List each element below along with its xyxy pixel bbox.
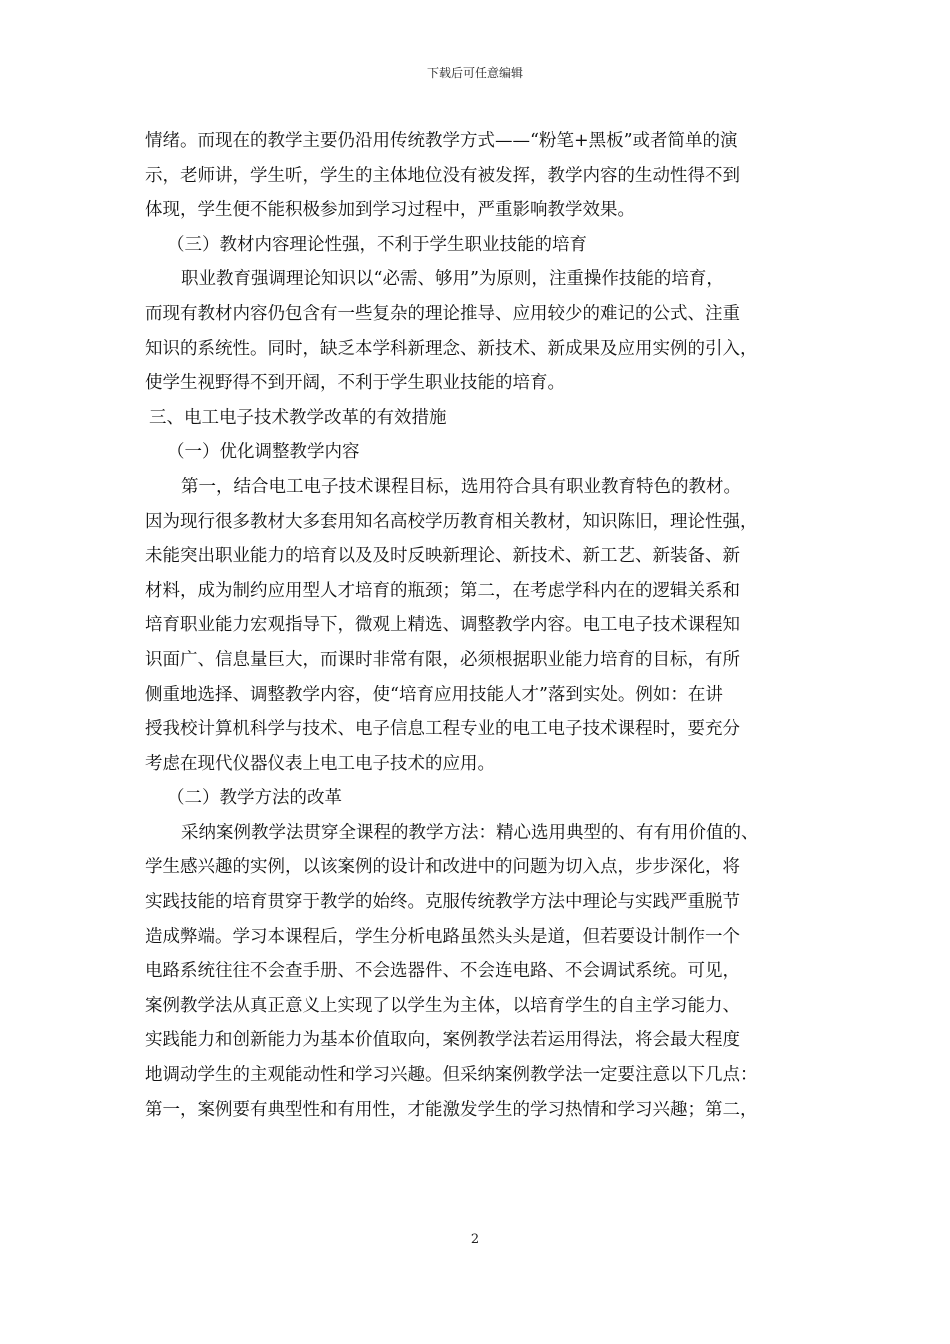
text-line: 实践技能的培育贯穿于教学的始终。克服传统教学方法中理论与实践严重脱节: [145, 892, 740, 913]
text-line: （二）教学方法的改革: [167, 788, 342, 809]
text-line: 情绪。而现在的教学主要仍沿用传统教学方式——“粉笔+黑板”或者简单的演: [145, 131, 738, 151]
text-line: 知识的系统性。同时，缺乏本学科新理念、新技术、新成果及应用实例的引入，: [145, 338, 758, 359]
text-line: 侧重地选择、调整教学内容，使“培育应用技能人才”落到实处。例如：在讲: [145, 684, 723, 705]
text-line: 识面广、信息量巨大，而课时非常有限，必须根据职业能力培育的目标，有所: [145, 649, 740, 670]
text-line: 未能突出职业能力的培育以及及时反映新理论、新技术、新工艺、新装备、新: [145, 546, 740, 567]
page-number: 2: [470, 1232, 480, 1247]
text-line: 三、电工电子技术教学改革的有效措施: [149, 407, 447, 428]
text-line: 体现，学生便不能积极参加到学习过程中，严重影响教学效果。: [145, 200, 635, 221]
text-line: 第一，结合电工电子技术课程目标，选用符合具有职业教育特色的教材。: [181, 476, 741, 497]
page-header: 下载后可任意编辑: [426, 66, 523, 80]
text-line: 因为现行很多教材大多套用知名高校学历教育相关教材，知识陈旧，理论性强，: [145, 511, 758, 532]
text-line: 电路系统往往不会查手册、不会选器件、不会连电路、不会调试系统。可见，: [145, 961, 740, 982]
text-line: （一）优化调整教学内容: [167, 442, 360, 463]
text-line: 学生感兴趣的实例，以该案例的设计和改进中的问题为切入点，步步深化，将: [145, 857, 740, 878]
text-line: 使学生视野得不到开阔，不利于学生职业技能的培育。: [145, 373, 565, 394]
text-line: 示，老师讲，学生听，学生的主体地位没有被发挥，教学内容的生动性得不到: [145, 165, 740, 186]
text-line: 实践能力和创新能力为基本价值取向，案例教学法若运用得法，将会最大程度: [145, 1030, 740, 1051]
text-line: 造成弊端。学习本课程后，学生分析电路虽然头头是道，但若要设计制作一个: [145, 926, 740, 947]
text-line: 培育职业能力宏观指导下，微观上精选、调整教学内容。电工电子技术课程知: [145, 615, 740, 636]
text-line: 地调动学生的主观能动性和学习兴趣。但采纳案例教学法一定要注意以下几点：: [145, 1065, 758, 1086]
text-line: 材料，成为制约应用型人才培育的瓶颈；第二，在考虑学科内在的逻辑关系和: [145, 580, 740, 601]
text-line: 授我校计算机科学与技术、电子信息工程专业的电工电子技术课程时，要充分: [145, 719, 740, 740]
text-line: 第一，案例要有典型性和有用性，才能激发学生的学习热情和学习兴趣；第二，: [145, 1099, 758, 1120]
text-line: 采纳案例教学法贯穿全课程的教学方法：精心选用典型的、有有用价值的、: [181, 822, 759, 843]
text-line: （三）教材内容理论性强，不利于学生职业技能的培育: [167, 234, 587, 255]
text-line: 考虑在现代仪器仪表上电工电子技术的应用。: [145, 753, 495, 774]
text-line: 职业教育强调理论知识以“必需、够用”为原则，注重操作技能的培育，: [181, 269, 724, 290]
text-line: 而现有教材内容仍包含有一些复杂的理论推导、应用较少的难记的公式、注重: [145, 303, 740, 324]
document-body: [145, 124, 810, 1127]
text-line: 案例教学法从真正意义上实现了以学生为主体，以培育学生的自主学习能力、: [145, 995, 740, 1016]
